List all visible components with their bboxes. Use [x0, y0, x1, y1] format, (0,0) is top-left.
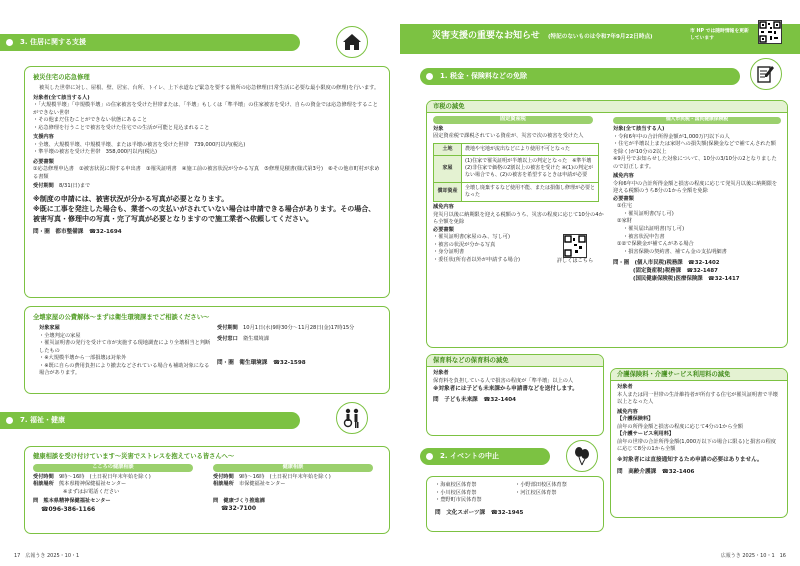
fixed-docs-heading: 必要書類 [433, 226, 454, 233]
list-item: ・ 応急修理を行うことで被害を受けた住宅での生活が可能と見込まれること [33, 125, 381, 133]
mental-place-heading: 相談場所 [33, 481, 54, 488]
list-item: ・ 委任状(所有者以外が申請する場合) [433, 257, 553, 265]
events-right-list [515, 482, 567, 505]
events-card [426, 476, 604, 532]
repair-target-heading: 対象者(全て該当する人) [33, 94, 90, 101]
demolition-place: 衛生環境課 [242, 335, 269, 342]
personal-content-heading: 減免内容 [613, 173, 634, 180]
demolition-contact: 問・圏 衛生環境課 [217, 360, 268, 367]
table-row: 土地 農地や宅地が流出などにより使用不可となった [434, 143, 599, 155]
list-item: ・ 身分証明書 [433, 249, 553, 257]
demolition-period-heading: 受付期間 [217, 325, 238, 332]
daycare-title: 保育料などの保育料の減免 [427, 355, 603, 367]
mental-contact: 問 熊本県精神保健福祉センター [33, 498, 111, 505]
daycare-target-heading: 対象者 [433, 370, 449, 377]
care-card [610, 368, 788, 518]
list-item: ・ 令和6年中の合計所得金額が1,000万円以下の人 [613, 134, 781, 142]
repair-tel[interactable]: ☎32-1694 [88, 229, 122, 236]
tax-qr-code[interactable] [563, 234, 587, 258]
list-item: ・ 海東校区体育祭 [435, 482, 515, 490]
section-7-header: 7. 福祉・健康 [0, 412, 300, 429]
balloon-icon [566, 440, 598, 472]
banner-subtitle: (特記のないものは令和7年9月22日時点) [548, 34, 653, 40]
personal-target-note: ※9月号でお知らせした対象について、10分の3/10分の2となりましたので訂正します。 [613, 156, 777, 170]
daycare-tel[interactable]: ☎32-1404 [483, 397, 517, 404]
care-target: 本人または同一世帯の生計維持者が所有する住宅が罹災証明書で半壊以上となった人 [617, 391, 778, 406]
fixed-asset-table [433, 143, 599, 203]
mental-time-heading: 受付時間 [33, 473, 54, 480]
repair-note-photo: ※制度の申請には、被害状況が分かる写真が必要となります。 [33, 195, 229, 204]
demolition-period: 10月1日(水)9時30分〜11月28日(金)17時15分 [242, 325, 355, 332]
demolition-title: 全壊家屋の公費解体〜まずは衛生環境課までご相談ください〜 [33, 314, 210, 321]
list-item: ・ 住宅が半壊以上または家財への損失額(保険金などで補てんされた額を除く)が10分の2以上 [613, 141, 781, 156]
health-time-heading: 受付時間 [213, 473, 234, 480]
list-item: ・ 準半壊の被害を受けた世帯 358,000円以内(税込) [33, 149, 381, 157]
mental-time: 9時〜16時 (土日祝日年末年始を除く) [58, 473, 151, 480]
repair-target-list [33, 102, 381, 132]
repair-limit-heading: 支援内容 [33, 134, 54, 141]
list-item: ・ 河江校区体育祭 [515, 490, 567, 498]
repair-intro: 被災した世帯に対し、屋根、壁、居室、台所、トイレ、上下水道など緊急を要する箇所の応急修理(日常生活に必要な最小限度の修理)を行います。 [39, 85, 380, 92]
care-title: 介護保険料・介護サービス利用料の減免 [611, 369, 787, 381]
tax-card [426, 100, 788, 348]
demolition-card [24, 306, 390, 394]
daycare-card [426, 354, 604, 436]
mental-tel[interactable]: ☎096-386-1166 [41, 505, 96, 513]
repair-card [24, 66, 390, 298]
health-time: 9時〜16時 (土日祝日年末年始を除く) [238, 473, 331, 480]
fixed-docs-list [433, 234, 553, 266]
notice-banner [400, 24, 800, 54]
tax-contacts: 問・圏 (個人市民税)税務課 ☎32-1402 (固定資産税)税務課 ☎32-1487 (国民健康保険税)医療保険課 ☎32-1417 [613, 260, 740, 282]
wheelchair-care-icon [336, 402, 368, 434]
repair-period: 8/31(日)まで [58, 182, 91, 189]
house-icon [336, 26, 368, 58]
personal-target-heading: 対象(全て該当する人) [613, 126, 665, 133]
personal-docs-heading: 必要書類 [613, 195, 634, 202]
events-contact: 問 文化スポーツ課 [435, 509, 486, 516]
care-contact: 問 高齢介護課 [617, 469, 657, 476]
care-service-heading: 【介護サービス利用料】 [617, 431, 675, 438]
care-content-heading: 減免内容 [617, 408, 638, 415]
list-item: ・ 罹災証明書の発行を受けて市が実施する現地調査により全壊相当と判断したもの [39, 340, 211, 355]
fixed-target-heading: 対象 [433, 125, 444, 132]
fixed-content: 発災月以後に納期限を迎える税額のうち、災害の程度に応じて10分の4から全額を免除 [433, 211, 604, 226]
events-tel[interactable]: ☎32-1945 [490, 509, 524, 516]
demolition-place-heading: 受付窓口 [217, 335, 238, 342]
care-note: ※対象者には直接通知するため申請の必要はありません。 [617, 456, 763, 463]
left-footer: 17 広報うき 2025・10・1 [14, 552, 80, 559]
care-target-heading: 対象者 [617, 384, 633, 391]
right-page [400, 0, 800, 566]
list-item: ・ 被害の状況が分かる写真 [433, 242, 553, 250]
tax-title: 市税の減免 [427, 101, 787, 113]
personal-docs-list: ①住宅 ・罹災証明書(写し可) ②家財 ・罹災届出証明書(写し可) ・被害状況申告書 ①②で保険金が補てんがある場合 ・損害保険の契約書、補てん金の支払明細書 [617, 203, 727, 255]
personal-target-list [613, 134, 781, 157]
section-3-header: 3. 住居に関する支援 [0, 34, 300, 51]
list-item: ・ ※既に自らの費用負担により撤去などされている場合も補助対象になる場合があります。 [39, 363, 211, 378]
repair-docs-heading: 必要書類 [33, 158, 54, 165]
repair-note-contractor: ※既に工事を発注した場合も、業者への支払いがされていない場合は申請できる場合があります。その場合、被害写真・修理中の写真・完了写真が必要となりますので施工業者へ依頼してください。 [33, 204, 376, 223]
section-2-header: 2. イベントの中止 [420, 448, 550, 465]
banner-title: 災害支援の重要なお知らせ [432, 31, 540, 41]
fixed-target: 固定資産税で課税されている資産が、災害で次の被害を受けた人 [433, 133, 584, 140]
health-tel[interactable]: ☎32-7100 [221, 505, 257, 513]
demolition-tel[interactable]: ☎32-1598 [272, 360, 306, 367]
document-pen-icon [750, 58, 782, 90]
list-item: ・ 全壊、大規模半壊、中規模半壊、または半壊の被害を受けた世帯 739,000円以内(税込) [33, 142, 381, 150]
daycare-contact: 問 子ども未来課 [433, 397, 478, 404]
repair-limit-list [33, 142, 381, 157]
health-place-heading: 相談場所 [213, 481, 234, 488]
personal-content: 令和6年中の合計所得金額と損害の程度に応じて発災月以後に納期限を迎える税額のうち8分の1から全額を免除 [613, 180, 778, 195]
health-card [24, 446, 390, 534]
table-row: 償却資産 全壊し廃棄するなど使用不能、または損傷し修理が必要となった [434, 182, 599, 202]
health-consult-pill: 健康相談 [213, 464, 373, 472]
list-item: ・ ※大規模半壊から一部損壊は対象外 [39, 355, 211, 363]
list-item: ・ 豊野町市民体育祭 [435, 497, 515, 505]
qr-caption: 詳しくはこちら [556, 258, 594, 265]
list-item: ・ 小野部田校区体育祭 [515, 482, 567, 490]
events-left-list [435, 482, 515, 505]
list-item: ・ 「大規模半壊」「中規模半壊」の住家被害を受けた世帯または、「半壊」もしくは「準半壊」の住家被害を受け、自らの資金では応急修理をすることができない世帯 [33, 102, 381, 117]
right-footer: 広報うき 2025・10・1 16 [720, 552, 786, 559]
care-service: 前年の世帯の合計所得金額(1,000万以下の場合に限る)と損害の程度に応じて8分の1から全額 [617, 438, 776, 453]
repair-period-heading: 受付期間 [33, 182, 54, 189]
personal-tax-pill: 個人市民税・国民健康保険税 [613, 117, 781, 124]
daycare-target: 保育料を負担している人で損害の程度が「準半壊」以上の人 [433, 377, 574, 384]
repair-contact: 問・圏 都市整備課 [33, 229, 84, 236]
repair-title: 被災住宅の応急修理 [33, 74, 90, 81]
care-premium-heading: 【介護保険料】 [617, 416, 654, 423]
repair-docs: ①応急修理申込書 ②被害状況に関する申出書 ③罹災証明書 ④施工前の被害状況が分かる写真 ⑤修理見積書(様式第3号) ⑥その他市町村が求める書類 [33, 166, 380, 180]
list-item: ・ 罹災証明書(家屋のみ、写し可) [433, 234, 553, 242]
fixed-content-heading: 減免内容 [433, 204, 454, 211]
demolition-target-heading: 対象家屋 [39, 325, 60, 332]
mental-place: 熊本県精神保健福祉センター [58, 481, 127, 488]
fixed-asset-tax-pill: 固定資産税 [433, 116, 593, 124]
demolition-target-list [39, 333, 211, 378]
list-item: ・ その他まだ住むことができない状態にあること [33, 117, 381, 125]
list-item: ・ 全壊判定の家屋 [39, 333, 211, 341]
hp-qr-code[interactable] [758, 20, 782, 44]
table-row: 家屋 (1)住家で罹災証明が半壊以上の判定となった ※準半壊 (2)非住家で価格の2割以上の被害を受けた ※(1)の判定がない場合でも、(2)の被害を希望するときは申請が必要 [434, 155, 599, 182]
banner-hp-note: 市 HP では随時情報を更新しています [690, 29, 749, 41]
mental-health-pill: こころの健康相談 [33, 464, 193, 472]
health-place: 市保健福祉センター [238, 481, 286, 488]
section-1-header: 1. 税金・保険料などの免除 [420, 68, 740, 85]
care-tel[interactable]: ☎32-1406 [661, 469, 695, 476]
mental-note: ※まずはお電話ください [63, 488, 120, 495]
health-contact: 問 健康づくり推進課 [213, 497, 265, 504]
care-premium: 前年の所得金額と損害の程度に応じて4分の1から全額 [617, 423, 743, 430]
daycare-note: ※対象者には子ども未来課から申請書などを送付します。 [433, 386, 578, 393]
health-title: 健康相談を受け付けています〜災害でストレスを抱えている皆さんへ〜 [33, 453, 235, 460]
list-item: ・ 小川校区体育祭 [435, 490, 515, 498]
